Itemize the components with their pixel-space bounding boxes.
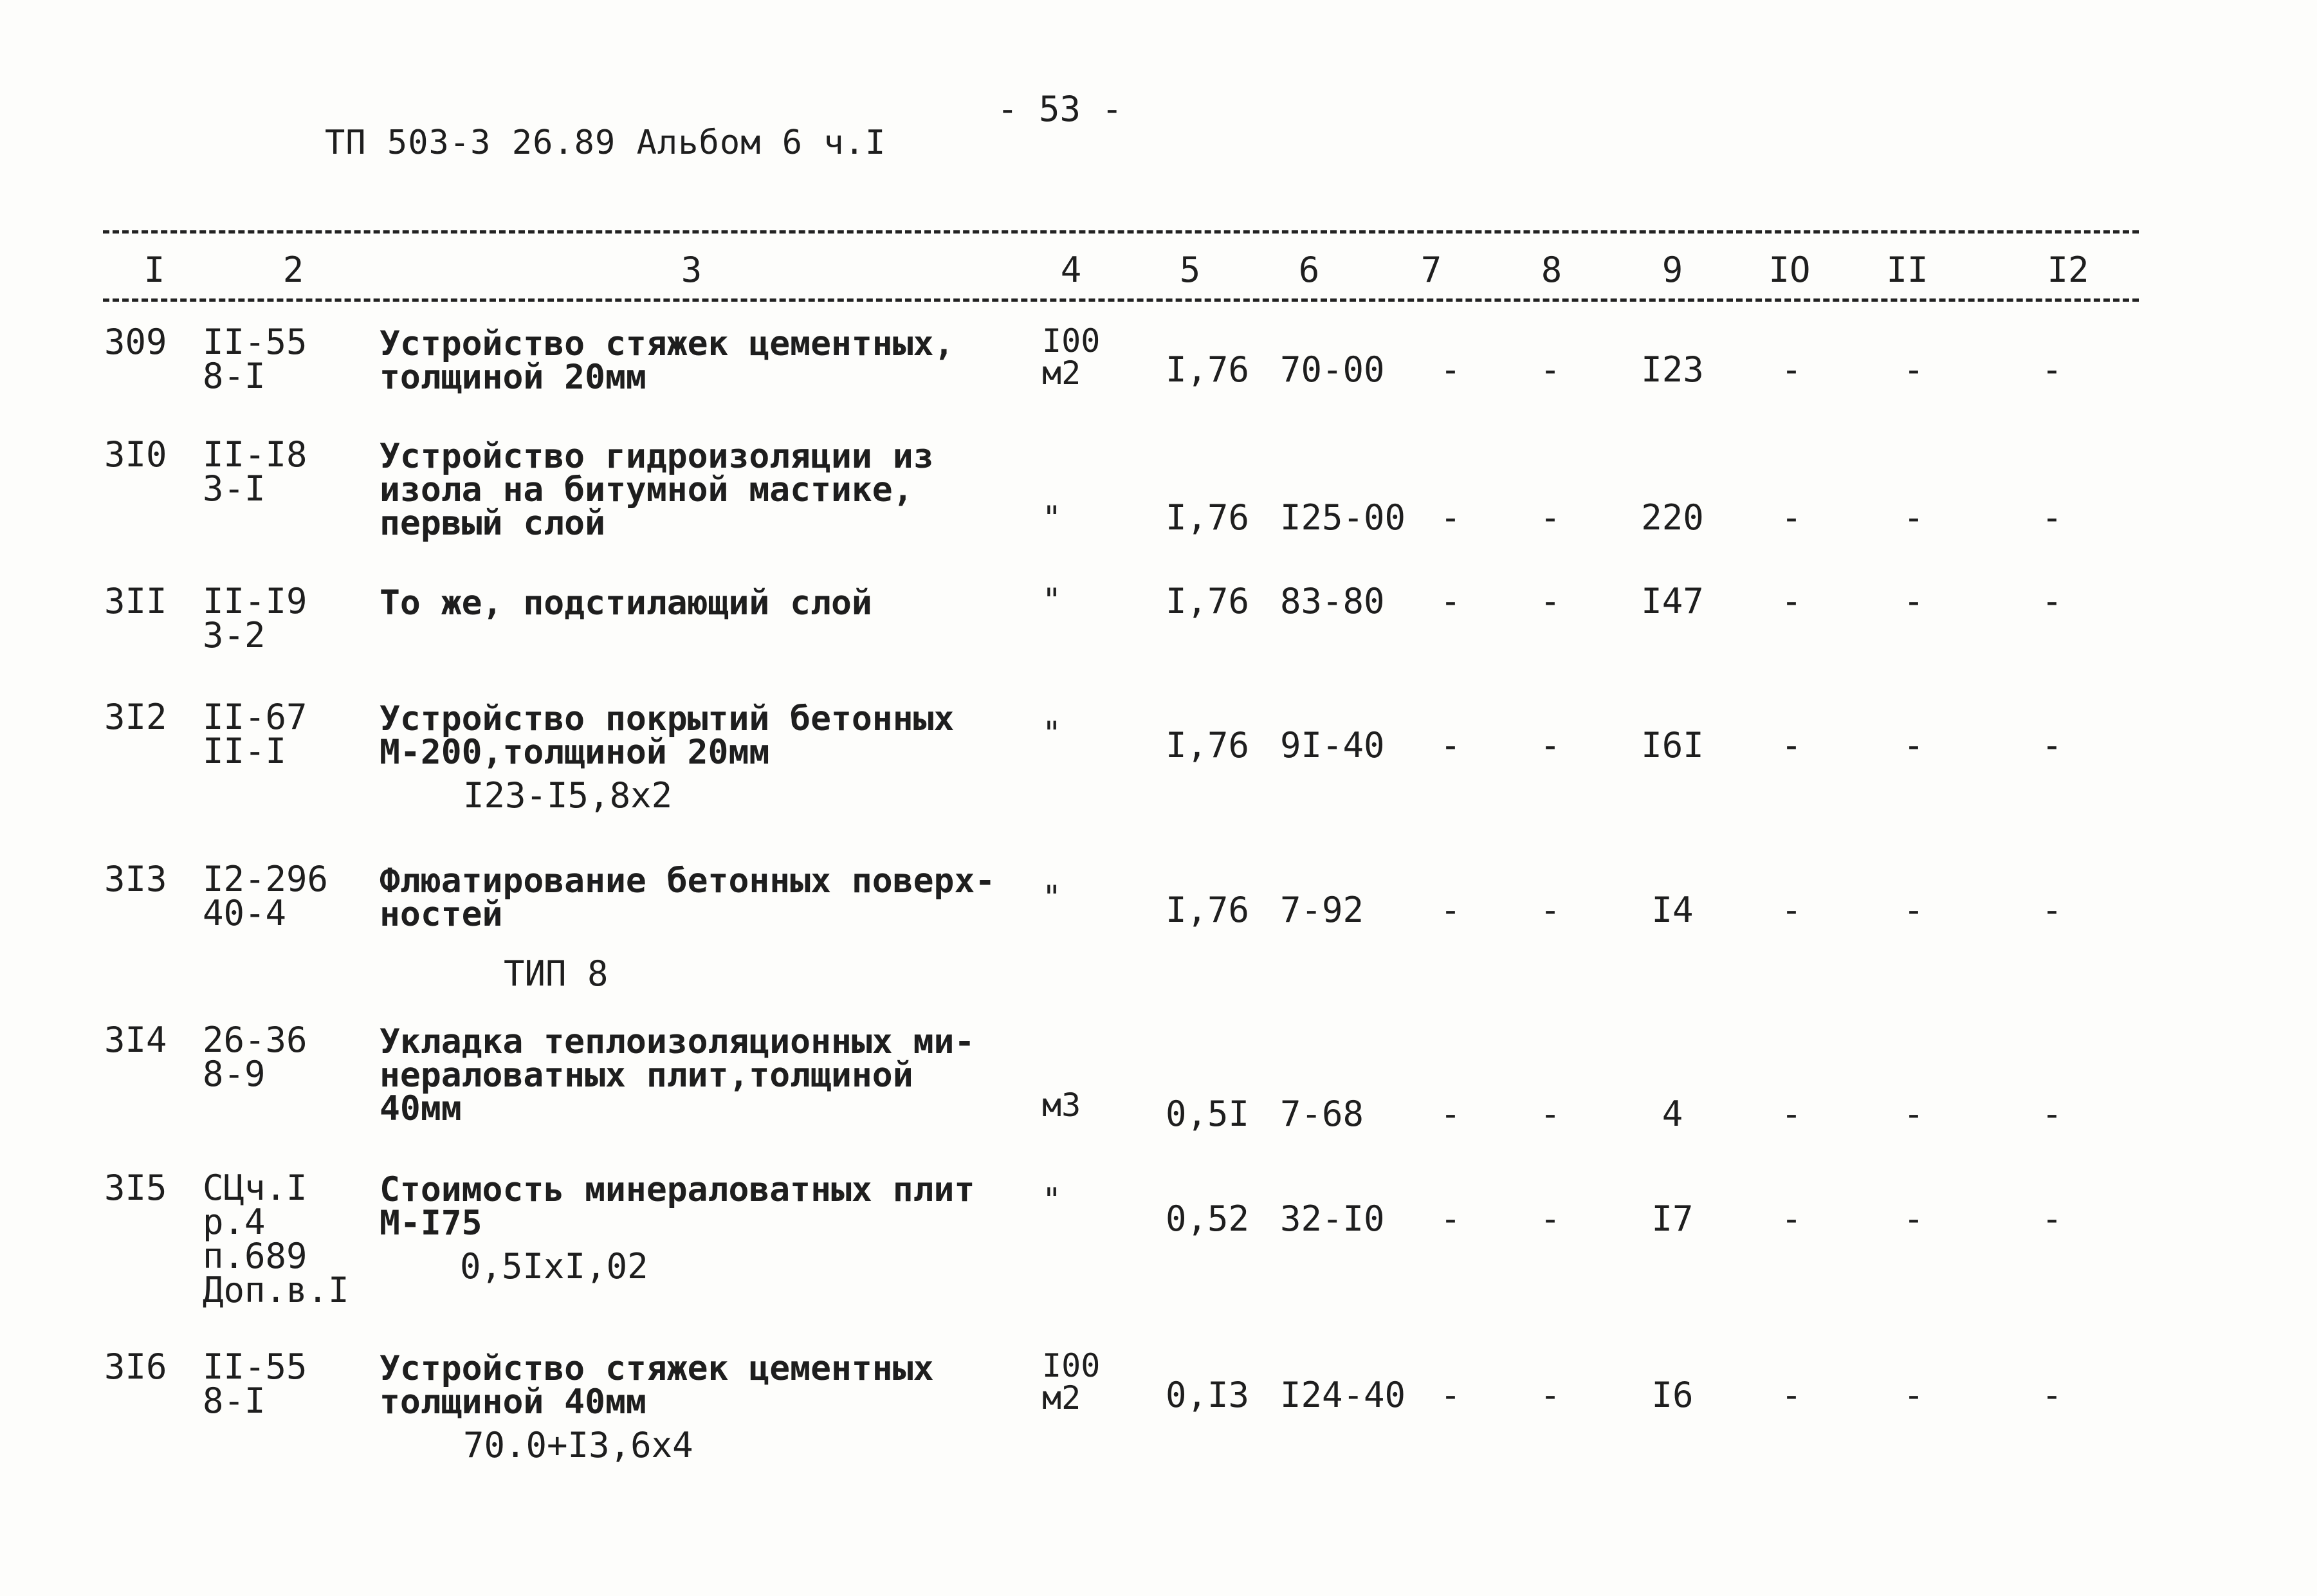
col-7-value: - — [1440, 581, 1461, 621]
col-10-value: - — [1781, 1198, 1802, 1239]
col-11-value: - — [1903, 497, 1925, 538]
work-description: Устройство стяжек цементных, толщиной 20мм — [380, 324, 955, 397]
header-top-rule — [103, 230, 2139, 234]
quantity: I,76 — [1166, 725, 1250, 766]
col-7-value: - — [1440, 1198, 1461, 1239]
col-9-value: 4 — [1662, 1094, 1683, 1134]
col-10-value: - — [1781, 1375, 1802, 1415]
row-number: 3I2 — [104, 697, 167, 737]
row-number: 309 — [104, 322, 167, 362]
norm-code: II-I8 3-I — [203, 434, 307, 509]
col-9-value: I23 — [1641, 349, 1704, 390]
norm-code: II-55 8-I — [203, 322, 307, 396]
quantity: I,76 — [1166, 890, 1250, 930]
col-10-value: - — [1781, 725, 1802, 766]
unit-of-measure: I00 м2 — [1042, 1347, 1101, 1417]
quantity: 0,52 — [1166, 1198, 1250, 1239]
section-label: ТИП 8 — [504, 953, 609, 994]
col-10-value: - — [1781, 1094, 1802, 1134]
col-11-value: - — [1903, 581, 1925, 621]
col-9-value: I6I — [1641, 725, 1704, 766]
quantity: I,76 — [1166, 349, 1250, 390]
norm-code: I2-296 40-4 — [203, 859, 329, 933]
unit-of-measure: " — [1042, 715, 1062, 752]
column-header-10: IO — [1768, 250, 1811, 290]
col-11-value: - — [1903, 1375, 1925, 1415]
column-header-5: 5 — [1179, 250, 1201, 290]
unit-of-measure: " — [1042, 1181, 1062, 1218]
row-number: 3I5 — [104, 1168, 167, 1208]
col-8-value: - — [1539, 725, 1561, 766]
column-header-11: II — [1886, 250, 1928, 290]
unit-price: I24-40 — [1280, 1375, 1406, 1415]
col-7-value: - — [1440, 890, 1461, 930]
col-10-value: - — [1781, 349, 1802, 390]
col-9-value: I47 — [1641, 581, 1704, 621]
col-9-value: 220 — [1641, 497, 1704, 538]
work-description: Стоимость минераловатных плит М-I75 — [380, 1170, 975, 1243]
norm-code: 26-36 8-9 — [203, 1020, 307, 1094]
col-12-value: - — [2041, 1375, 2063, 1415]
col-9-value: I7 — [1651, 1198, 1694, 1239]
column-header-4: 4 — [1060, 250, 1082, 290]
unit-price: 32-I0 — [1280, 1198, 1385, 1239]
column-header-8: 8 — [1541, 250, 1562, 290]
quantity: 0,I3 — [1166, 1375, 1250, 1415]
work-description: Устройство покрытий бетонных М-200,толщиной 20мм — [380, 699, 955, 772]
unit-of-measure: " — [1042, 879, 1062, 916]
quantity: I,76 — [1166, 497, 1250, 538]
row-number: 3I0 — [104, 434, 167, 475]
unit-price: I25-00 — [1280, 497, 1406, 538]
unit-price: 7-68 — [1280, 1094, 1364, 1134]
col-7-value: - — [1440, 725, 1461, 766]
col-11-value: - — [1903, 349, 1925, 390]
col-7-value: - — [1440, 1375, 1461, 1415]
col-8-value: - — [1539, 1094, 1561, 1134]
col-11-value: - — [1903, 1198, 1925, 1239]
col-8-value: - — [1539, 497, 1561, 538]
norm-code: II-67 II-I — [203, 697, 307, 771]
column-header-3: 3 — [681, 250, 702, 290]
calc-formula: 70.0+I3,6x4 — [463, 1425, 693, 1465]
col-8-value: - — [1539, 581, 1561, 621]
column-header-6: 6 — [1298, 250, 1320, 290]
page-number: - 53 - — [997, 89, 1123, 129]
column-header-2: 2 — [282, 250, 304, 290]
col-10-value: - — [1781, 581, 1802, 621]
unit-price: 9I-40 — [1280, 725, 1385, 766]
norm-code: II-I9 3-2 — [203, 581, 307, 656]
unit-of-measure: " — [1042, 582, 1062, 619]
column-header-12: I2 — [2047, 250, 2089, 290]
col-12-value: - — [2041, 497, 2063, 538]
unit-price: 70-00 — [1280, 349, 1385, 390]
column-header-7: 7 — [1420, 250, 1442, 290]
row-number: 3II — [104, 581, 167, 621]
col-7-value: - — [1440, 1094, 1461, 1134]
col-11-value: - — [1903, 1094, 1925, 1134]
col-8-value: - — [1539, 349, 1561, 390]
col-9-value: I4 — [1651, 890, 1694, 930]
calc-formula: 0,5IxI,02 — [460, 1246, 648, 1287]
col-12-value: - — [2041, 1198, 2063, 1239]
norm-code: II-55 8-I — [203, 1346, 307, 1421]
column-header-9: 9 — [1662, 250, 1683, 290]
unit-price: 7-92 — [1280, 890, 1364, 930]
col-8-value: - — [1539, 1198, 1561, 1239]
col-12-value: - — [2041, 1094, 2063, 1134]
quantity: I,76 — [1166, 581, 1250, 621]
unit-of-measure: " — [1042, 499, 1062, 537]
work-description: Устройство гидроизоляции из изола на битумной мастике, первый слой — [380, 437, 934, 543]
col-8-value: - — [1539, 890, 1561, 930]
col-12-value: - — [2041, 349, 2063, 390]
work-description: То же, подстилающий слой — [380, 583, 872, 623]
unit-of-measure: I00 м2 — [1042, 322, 1101, 392]
row-number: 3I4 — [104, 1020, 167, 1060]
col-12-value: - — [2041, 890, 2063, 930]
col-7-value: - — [1440, 349, 1461, 390]
col-12-value: - — [2041, 581, 2063, 621]
work-description: Устройство стяжек цементных толщиной 40мм — [380, 1349, 934, 1422]
col-8-value: - — [1539, 1375, 1561, 1415]
col-7-value: - — [1440, 497, 1461, 538]
column-header-1: I — [143, 250, 165, 290]
header-bottom-rule — [103, 298, 2139, 302]
col-10-value: - — [1781, 890, 1802, 930]
col-12-value: - — [2041, 725, 2063, 766]
unit-of-measure: м3 — [1042, 1087, 1081, 1124]
unit-price: 83-80 — [1280, 581, 1385, 621]
work-description: Укладка теплоизоляционных ми- нераловатных плит,толщиной 40мм — [380, 1022, 975, 1128]
row-number: 3I3 — [104, 859, 167, 899]
quantity: 0,5I — [1166, 1094, 1250, 1134]
col-11-value: - — [1903, 890, 1925, 930]
doc-code: ТП 503-3 26.89 Альбом 6 ч.I — [325, 124, 886, 162]
work-description: Флюатирование бетонных поверх- ностей — [380, 861, 996, 934]
row-number: 3I6 — [104, 1346, 167, 1387]
calc-formula: I23-I5,8x2 — [463, 775, 673, 816]
col-10-value: - — [1781, 497, 1802, 538]
col-9-value: I6 — [1651, 1375, 1694, 1415]
norm-code: СЦч.I р.4 п.689 Доп.в.I — [203, 1168, 349, 1310]
col-11-value: - — [1903, 725, 1925, 766]
